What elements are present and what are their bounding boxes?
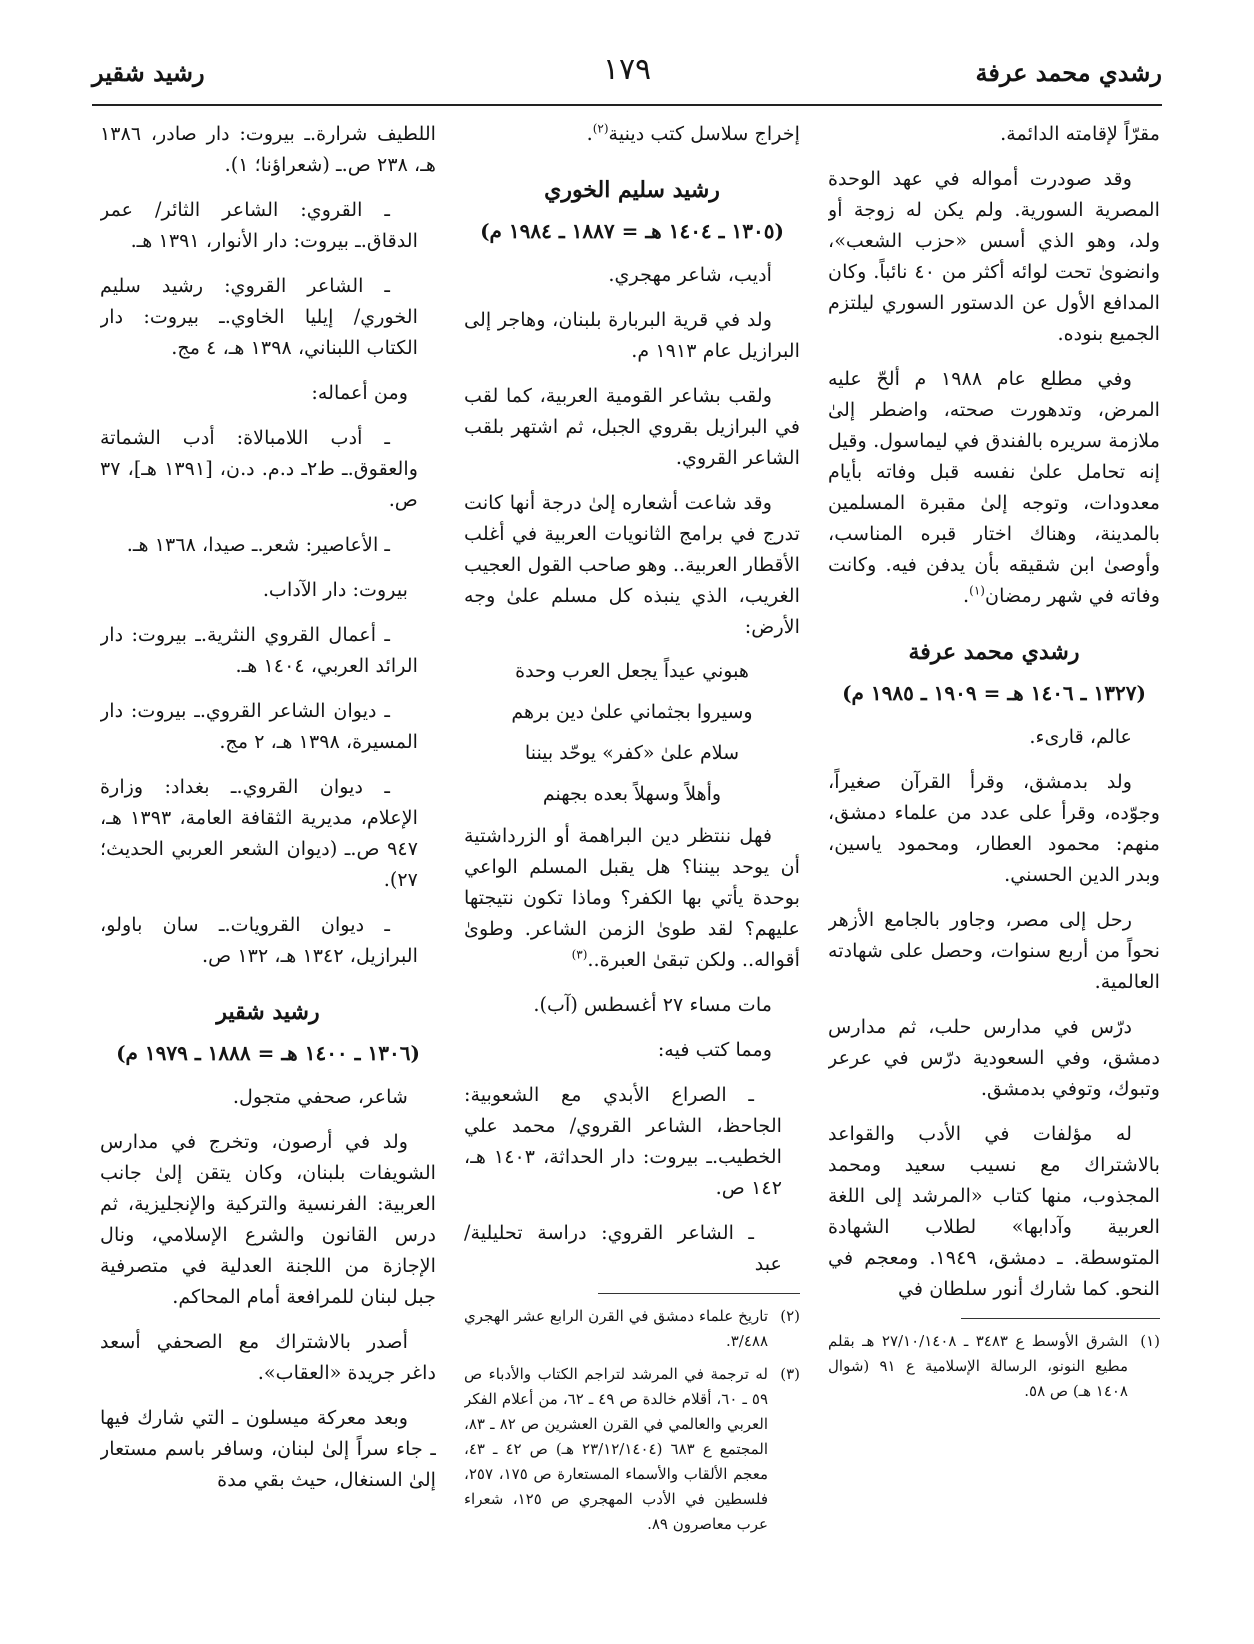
paragraph: ومما كتب فيه: <box>657 1038 772 1061</box>
bibliography-continuation: بيروت: دار الآداب. <box>262 578 408 601</box>
running-head <box>92 52 1162 102</box>
footnote-text: الشرق الأوسط ع ٣٤٨٣ ـ ٢٧/١٠/١٤٠٨ هـ بقلم مطيع النونو، الرسالة الإسلامية ع ٩١ (شوال ١٤٠٨ هـ) ص ٥٨. <box>828 1332 1129 1400</box>
footnote-text: تاريخ علماء دمشق في القرن الرابع عشر الهجري ٣/٤٨٨. <box>464 1307 768 1350</box>
footnote <box>828 1329 1160 1404</box>
works-label: ومن أعماله: <box>311 381 408 404</box>
header-rule <box>92 104 1162 106</box>
bibliography-item: ـ ديوان القرويات.ـ سان باولو، البرازيل، ١٣٤٢ هـ، ١٣٢ ص. <box>100 913 418 967</box>
paragraph: ولد في قرية البربارة بلبنان، وهاجر إلى البرازيل عام ١٩١٣ م. <box>464 308 800 362</box>
bibliography-item: ـ أعمال القروي النثرية.ـ بيروت: دار الرائد العربي، ١٤٠٤ هـ. <box>100 623 418 677</box>
verse-line: سلام علىٰ «كفر» يوحّد بيننا <box>524 742 740 764</box>
bibliography-item: اللطيف شرارة.ـ بيروت: دار صادر، ١٣٨٦ هـ، ٢٣٨ ص.ـ (شعراؤنا؛ ١). <box>100 122 436 176</box>
footnote <box>464 1304 800 1354</box>
paragraph-text: فهل ننتظر دين البراهمة أو الزرداشتية أن يوحد بيننا؟ هل يقبل المسلم الواعي بوحدة يأتي بها الكفر؟ وماذا تكون نتيجتها عليهم؟ لقد طوىٰ الزمن الشاعر. وطوىٰ أقواله.. ولكن تبقىٰ العبرة.. <box>464 824 800 971</box>
paragraph: ولد في أرصون، وتخرج في مدارس الشويفات بلبنان، وكان يتقن إلىٰ جانب العربية: الفرنسية والتركية والإنجليزية، ثم درس القانون والشرع الإسلامي، ونال الإجازة من اللجنة العدلية في متصرفية جبل لبنان للمرافعة أمام المحاكم. <box>100 1130 436 1308</box>
running-head-right: رشدي محمد عرفة <box>975 58 1162 87</box>
bibliography-item: ـ ديوان الشاعر القروي.ـ بيروت: دار المسيرة، ١٣٩٨ هـ، ٢ مج. <box>100 699 418 753</box>
paragraph: وقد شاعت أشعاره إلىٰ درجة أنها كانت تدرج في برامج الثانويات العربية في أغلب الأقطار العربية.. وهو صاحب القول العجيب الغريب، الذي ينبذه كل مسلم علىٰ وجه الأرض: <box>464 491 800 638</box>
bibliography-item: ـ الأعاصير: شعر.ـ صيدا، ١٣٦٨ هـ. <box>126 533 390 556</box>
verse-line: وأهلاً وسهلاً بعده بجهنم <box>542 783 722 805</box>
entry-title: رشيد شقير <box>216 999 320 1025</box>
paragraph: عالم، قارىء. <box>1029 725 1132 748</box>
paragraph: وبعد معركة ميسلون ـ التي شارك فيها ـ جاء سراً إلىٰ لبنان، وسافر باسم مستعار إلىٰ السنغال، حيث بقي مدة <box>100 1406 436 1491</box>
verse-line: هبوني عيداً يجعل العرب وحدة <box>515 660 749 682</box>
paragraph <box>464 820 800 975</box>
paragraph: شاعر، صحفي متجول. <box>232 1085 408 1108</box>
entry-dates: (١٣٠٥ ـ ١٤٠٤ هـ = ١٨٨٧ ـ ١٩٨٤ م) <box>480 219 784 243</box>
paragraph: إخراج سلاسل كتب دينية$^{(٢)}$. <box>586 121 800 145</box>
footnote-number: (٣) <box>780 1365 800 1383</box>
paragraph: وقد صودرت أمواله في عهد الوحدة المصرية السورية. ولم يكن له زوجة أو ولد، وهو الذي أسس «حزب الشعب»، وانضوىٰ تحت لوائه أكثر من ٤٠ نائباً. وكان المدافع الأول عن الدستور السوري ليلتزم الجميع بنوده. <box>828 167 1160 345</box>
paragraph: درّس في مدارس حلب، ثم مدارس دمشق، وفي السعودية درّس في عرعر وتبوك، وتوفي بدمشق. <box>828 1015 1160 1100</box>
running-head-left: رشيد شقير <box>92 58 205 87</box>
paragraph: ولقب بشاعر القومية العربية، كما لقب في البرازيل بقروي الجبل، ثم اشتهر بلقب الشاعر القروي. <box>464 384 800 469</box>
footnote <box>464 1362 800 1537</box>
bibliography-item: ـ ديوان القروي.ـ بغداد: وزارة الإعلام، مديرية الثقافة العامة، ١٣٩٣ هـ، ٩٤٧ ص.ـ (ديوان الشعر العربي الحديث؛ ٢٧). <box>100 775 418 891</box>
paragraph: رحل إلى مصر، وجاور بالجامع الأزهر نحواً من أربع سنوات، وحصل على شهادته العالمية. <box>828 908 1160 993</box>
column-middle <box>464 118 800 1610</box>
paragraph: له مؤلفات في الأدب والقواعد بالاشتراك مع نسيب سعيد ومحمد المجذوب، منها كتاب «المرشد إلى اللغة العربية وآدابها» لطلاب الشهادة المتوسطة. ـ دمشق، ١٩٤٩. ومعجم في النحو. كما شارك أنور سلطان في <box>828 1122 1160 1300</box>
entry-title: رشدي محمد عرفة <box>908 639 1080 665</box>
column-right <box>828 118 1160 1610</box>
footnote-number: (٢) <box>780 1307 800 1325</box>
paragraph-text: وفي مطلع عام ١٩٨٨ م ألحّ عليه المرض، وتدهورت صحته، واضطر إلىٰ ملازمة سريره بالفندق في ليماسول. وقيل إنه تحامل علىٰ نفسه قبل وفاته بأيام معدودات، وتوجه إلىٰ مقبرة المسلمين بالمدينة، وهناك اختار قبره المناسب، وأوصىٰ ابن شقيقه بأن يدفن فيه. وكانت وفاته في شهر رمضان <box>828 367 1160 607</box>
footnote-ref: (١) <box>969 583 985 598</box>
bibliography-item: ـ الشاعر القروي: دراسة تحليلية/ عبد <box>464 1221 782 1275</box>
paragraph: مات مساء ٢٧ أغسطس (آب). <box>533 993 772 1016</box>
verse-line: وسيروا بجثماني علىٰ دين برهم <box>511 701 753 723</box>
paragraph: مقرّاً لإقامته الدائمة. <box>1000 122 1160 145</box>
bibliography-item: ـ الصراع الأبدي مع الشعوبية: الجاحظ، الشاعر القروي/ محمد علي الخطيب.ـ بيروت: دار الحداثة، ١٤٠٣ هـ، ١٤٢ ص. <box>464 1083 782 1199</box>
footnote-text: له ترجمة في المرشد لتراجم الكتاب والأدباء ص ٥٩ ـ ٦٠، أقلام خالدة ص ٤٩ ـ ٦٢، من أعلام الفكر العربي والعالمي في القرن العشرين ص ٨٢ ـ ٨٣، المجتمع ع ٦٨٣ (٢٣/١٢/١٤٠٤ هـ) ص ٤٢ ـ ٤٣، معجم الألقاب والأسماء المستعارة ص ١٧٥، ٢٥٧، فلسطين في الأدب المهجري ص ١٢٥، شعراء عرب معاصرون ٨٩. <box>464 1365 769 1533</box>
entry-dates: (١٣٢٧ ـ ١٤٠٦ هـ = ١٩٠٩ ـ ١٩٨٥ م) <box>842 681 1146 705</box>
page-number: ١٧٩ <box>602 52 652 87</box>
paragraph: أديب، شاعر مهجري. <box>608 263 772 286</box>
footnote-rule <box>961 1318 1160 1319</box>
entry-dates: (١٣٠٦ ـ ١٤٠٠ هـ = ١٨٨٨ ـ ١٩٧٩ م) <box>116 1041 420 1065</box>
paragraph: أصدر بالاشتراك مع الصحفي أسعد داغر جريدة «العقاب». <box>100 1330 436 1384</box>
footnote-number: (١) <box>1140 1332 1160 1350</box>
footnote-ref: (٢) <box>592 121 609 136</box>
paragraph: ولد بدمشق، وقرأ القرآن صغيراً، وجوّده، وقرأ على عدد من علماء دمشق، منهم: محمود العطار، ومحمود ياسين، وبدر الدين الحسني. <box>828 770 1160 886</box>
column-left <box>100 118 436 1610</box>
footnote-ref: (٣) <box>571 947 588 962</box>
paragraph-text: إخراج سلاسل كتب دينية <box>608 122 800 145</box>
paragraph: وفي مطلع عام ١٩٨٨ م ألحّ عليه المرض، وتدهورت صحته، واضطر إلىٰ ملازمة سريره بالفندق في ليماسول. وقيل إنه تحامل علىٰ نفسه قبل وفاته بأيام معدودات، وتوجه إلىٰ مقبرة المسلمين بالمدينة، وهناك اختار قبره المناسب، وأوصىٰ ابن شقيقه بأن يدفن فيه. وكانت وفاته في شهر رمضان$^{(١)}$. <box>828 367 1160 607</box>
footnote-rule <box>598 1293 800 1294</box>
bibliography-item: ـ أدب اللامبالاة: أدب الشماتة والعقوق.ـ ط٢ـ د.م. د.ن، [١٣٩١ هـ]، ٣٧ ص. <box>100 426 418 511</box>
bibliography-item: ـ الشاعر القروي: رشيد سليم الخوري/ إيليا الخاوي.ـ بيروت: دار الكتاب اللبناني، ١٣٩٨ هـ، ٤ مج. <box>100 274 418 359</box>
entry-title: رشيد سليم الخوري <box>544 177 720 203</box>
bibliography-item: ـ القروي: الشاعر الثائر/ عمر الدقاق.ـ بيروت: دار الأنوار، ١٣٩١ هـ. <box>100 198 418 252</box>
